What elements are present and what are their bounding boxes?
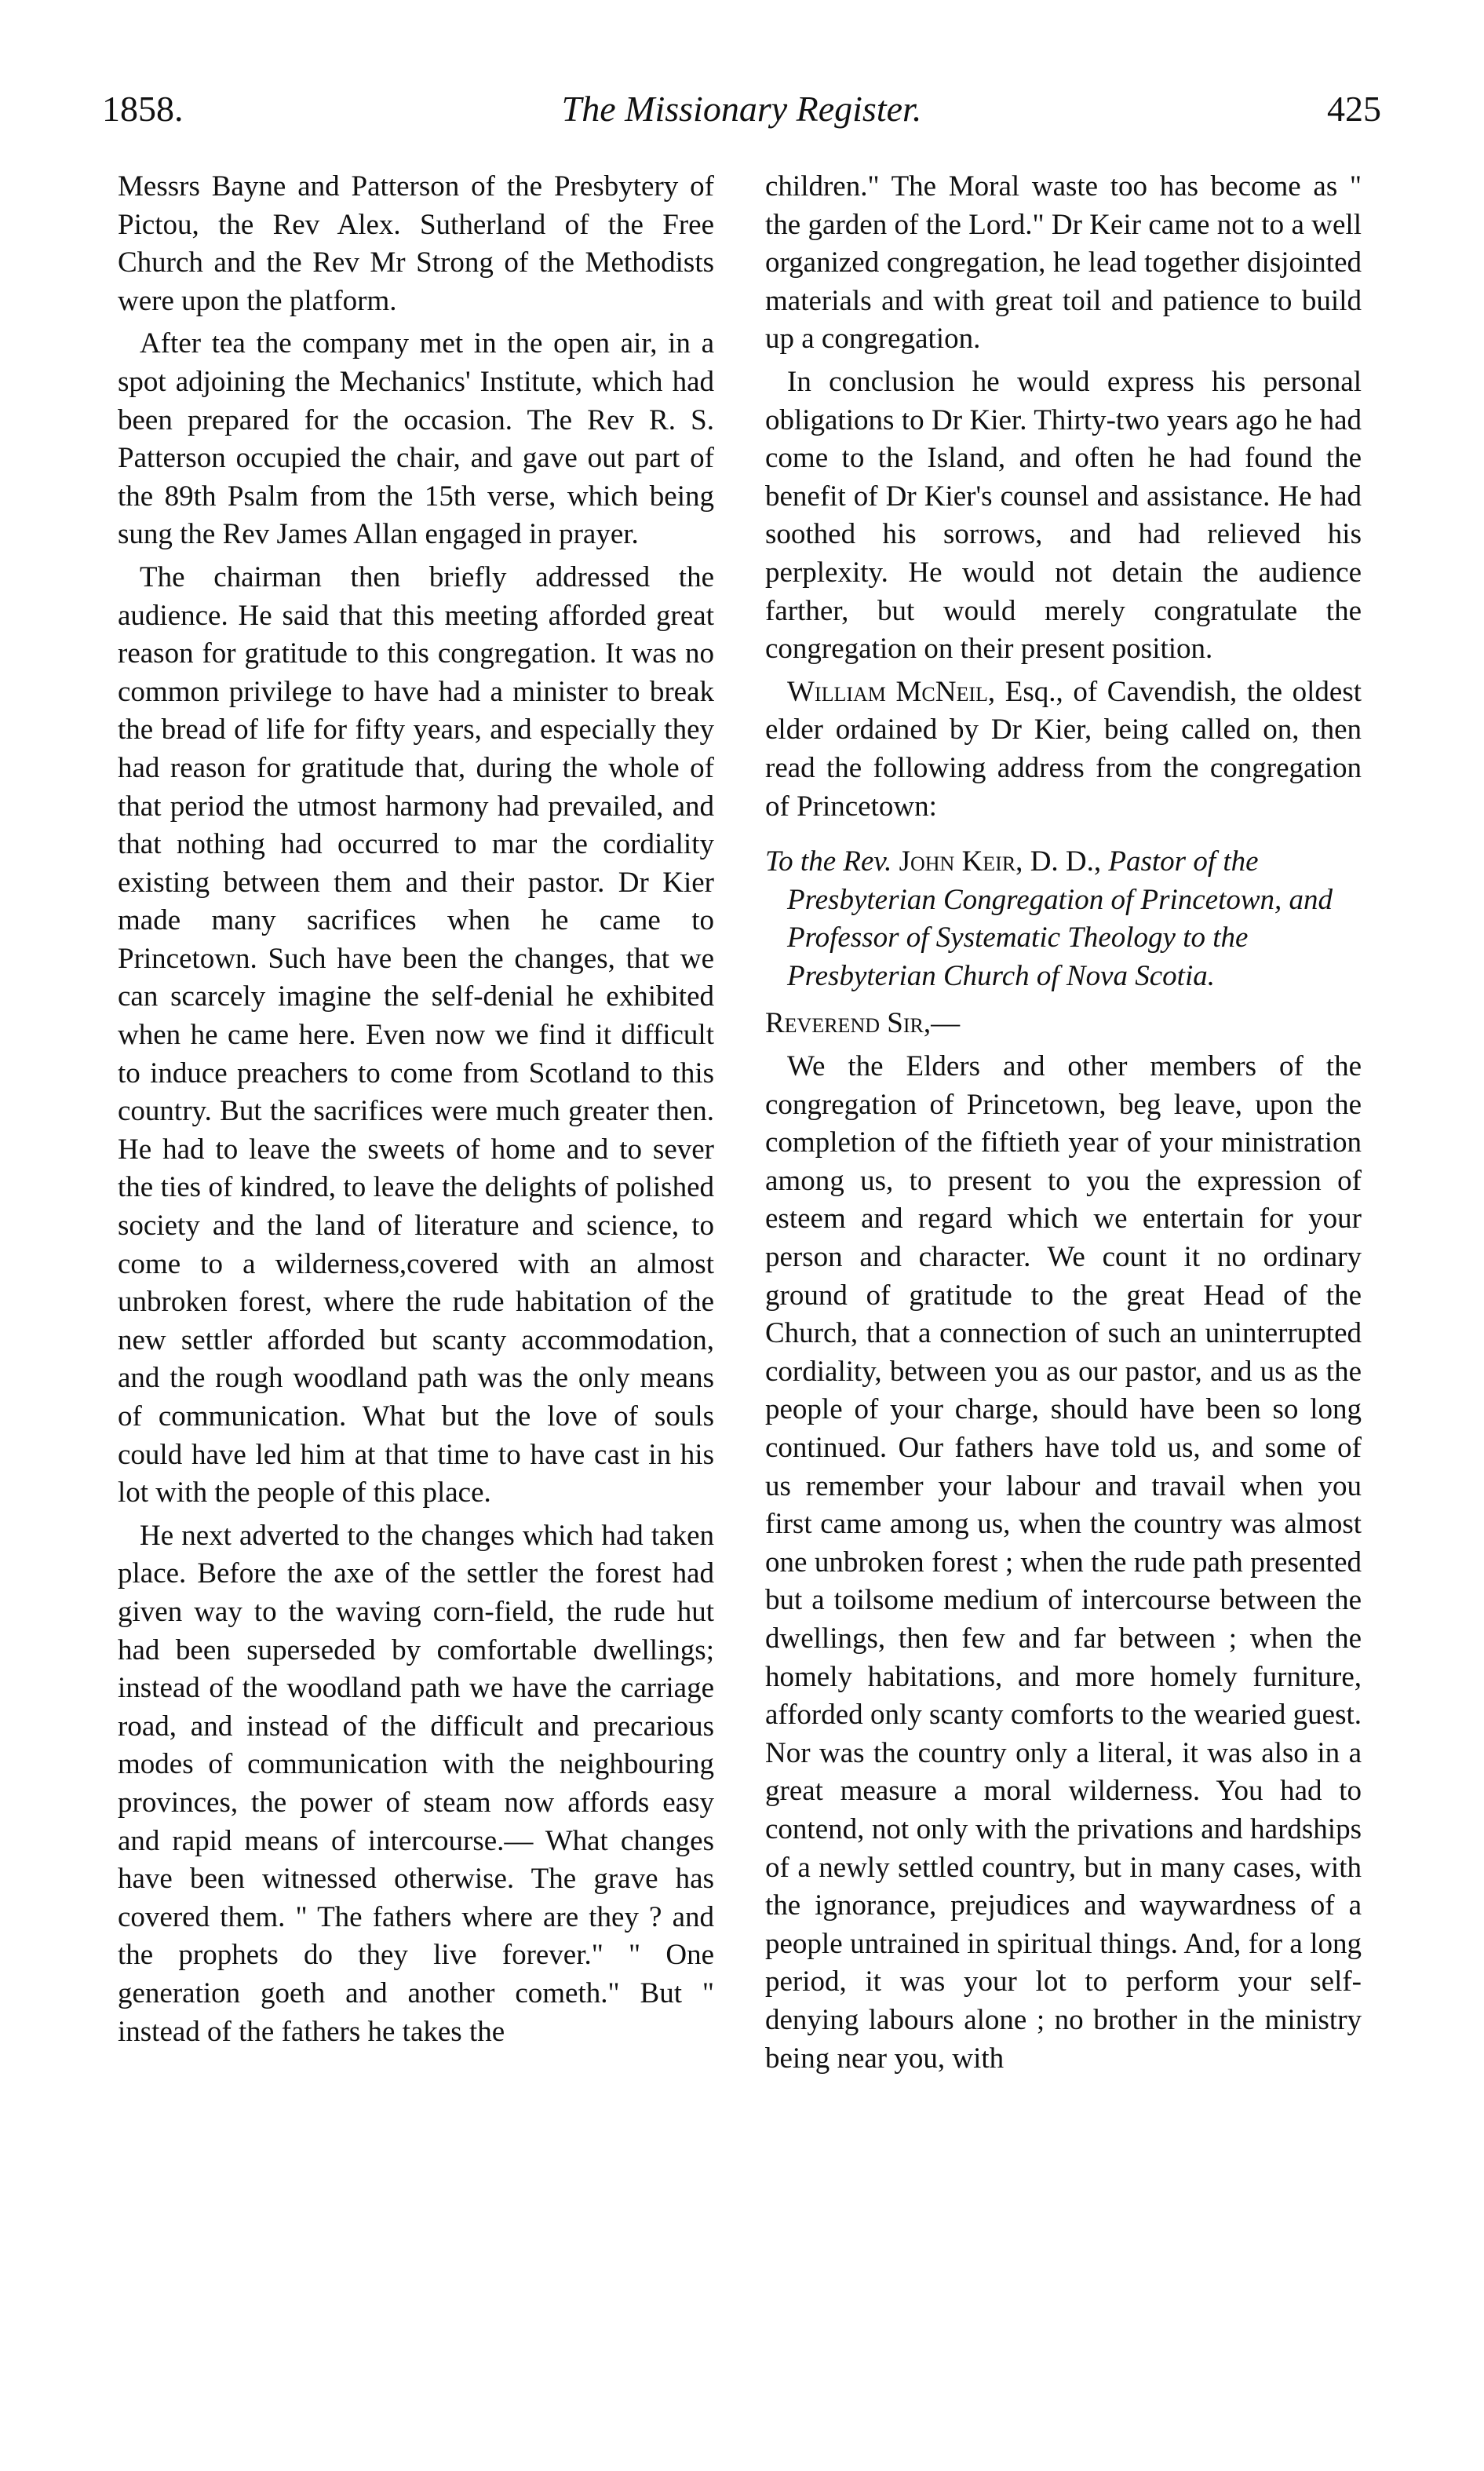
left-paragraph-1: Messrs Bayne and Patterson of the Presbytery of Pictou, the Rev Alex. Sutherland of the Free Church and the Rev Mr Strong of the Methodists were upon the platform. [118,170,714,317]
right-paragraph-2: In conclusion he would express his personal obligations to Dr Kier. Thirty-two years ago he had come to the Island, and often he had found the benefit of Dr Kier's counsel and assistance. He had soothed his sorrows, and had relieved his perplexity. He would not detain the audience farther, but would merely congratulate the congregation on their present position. [765,365,1362,666]
left-paragraph-4: He next adverted to the changes which had taken place. Before the axe of the settler the forest had given way to the waving corn-field, the rude hut had been superseded by comfortable dwellings; instead of the woodland path we have the carriage road, and instead of the difficult and precarious modes of communication with the neighbouring provinces, the power of steam now affords easy and rapid means of intercourse.— What changes have been witnessed otherwise. The grave has covered them. " The fathers where are they ? and the prophets do they live forever." " One generation goeth and another cometh." But " instead of the fathers he takes the [118,1519,714,2048]
salutation: Reverend Sir,— [765,1007,961,1040]
header-title: The Missionary Register. [561,89,922,129]
left-paragraph-3: The chairman then briefly addressed the audience. He said that this meeting afforded great reason for gratitude to this congregation. It was no common privilege to have had a minister to break the bread of life for fifty years, and especially they had reason for gratitude that, during the whole of that period the utmost harmony had prevailed, and that nothing had occurred to mar the cordiality existing between them and their pastor. Dr Kier made many sacrifices when he came to Princetown. Such have been the changes, that we can scarcely imagine the self-denial he exhibited when he came here. Even now we find it difficult to induce preachers to come from Scotland to this country. But the sacrifices were much greater then. He had to leave the sweets of home and to sever the ties of kindred, to leave the delights of polished society and the land of literature and science, to come to a wilderness,covered with an almost unbroken forest, where the rude habitation of the new settler afforded but scanty accommodation, and the rough woodland path was the only means of communication. What but the love of souls could have led him at that time to have cast in his lot with the people of this place. [118,560,714,1509]
left-paragraph-2: After tea the company met in the open air, in a spot adjoining the Mechanics' Institute, which had been prepared for the occasion. The Rev R. S. Patterson occupied the chair, and gave out part of the 89th Psalm from the 15th verse, which being sung the Rev James Allan engaged in prayer. [118,327,714,551]
right-column [765,168,1362,2082]
right-paragraph-1: children." The Moral waste too has become as " the garden of the Lord." Dr Keir came not to a well organized congregation, he lead together disjointed materials and with great toil and patience to build up a congregation. [765,170,1362,356]
address-prefix: To the Rev. [765,845,899,878]
header-year: 1858. [102,89,184,129]
right-paragraph-4: We the Elders and other members of the congregation of Princetown, beg leave, upon the completion of the fiftieth year of your ministration among us, to present to you the expression of esteem and regard which we entertain for your person and character. We count it no ordinary ground of gratitude to the great Head of the Church, that a connection of such an uninterrupted cordiality, between you as our pastor, and us as the people of your charge, should have been so long continued. Our fathers have told us, and some of us remember your labour and travail when you first came among us, when the country was almost one unbroken forest ; when the rude path presented but a toilsome medium of intercourse between the dwellings, then few and far between ; when the homely habitations, and more homely furniture, afforded only scanty comforts to the wearied guest. Nor was the country only a literal, it was also in a great measure a moral wilderness. You had to contend, not only with the privations and hardships of a newly settled country, but in many cases, with the ignorance, prejudices and waywardness of a people untrained in spiritual things. And, for a long period, it was your lot to perform your self-denying labours alone ; no brother in the ministry being near you, with [765,1050,1362,2075]
running-header [102,88,1381,143]
elder-name: William McNeil, [787,675,996,708]
address-heading [765,843,1362,995]
address-name: John Keir, [899,845,1023,878]
right-paragraph-3 [765,673,1362,826]
address-title: Pastor of the Presbyterian Congregation of Princetown, and Professor of Systematic Theology to the Presbyterian Church of Nova Scotia. [787,845,1333,992]
right-paragraph-3-text: Esq., of Cavendish, the oldest elder ordained by Dr Kier, being called on, then read the following address from the congregation of Princetown: [765,675,1362,823]
left-column [118,168,714,2056]
page-number: 425 [1327,89,1381,129]
address-degree: D. D., [1023,845,1109,878]
